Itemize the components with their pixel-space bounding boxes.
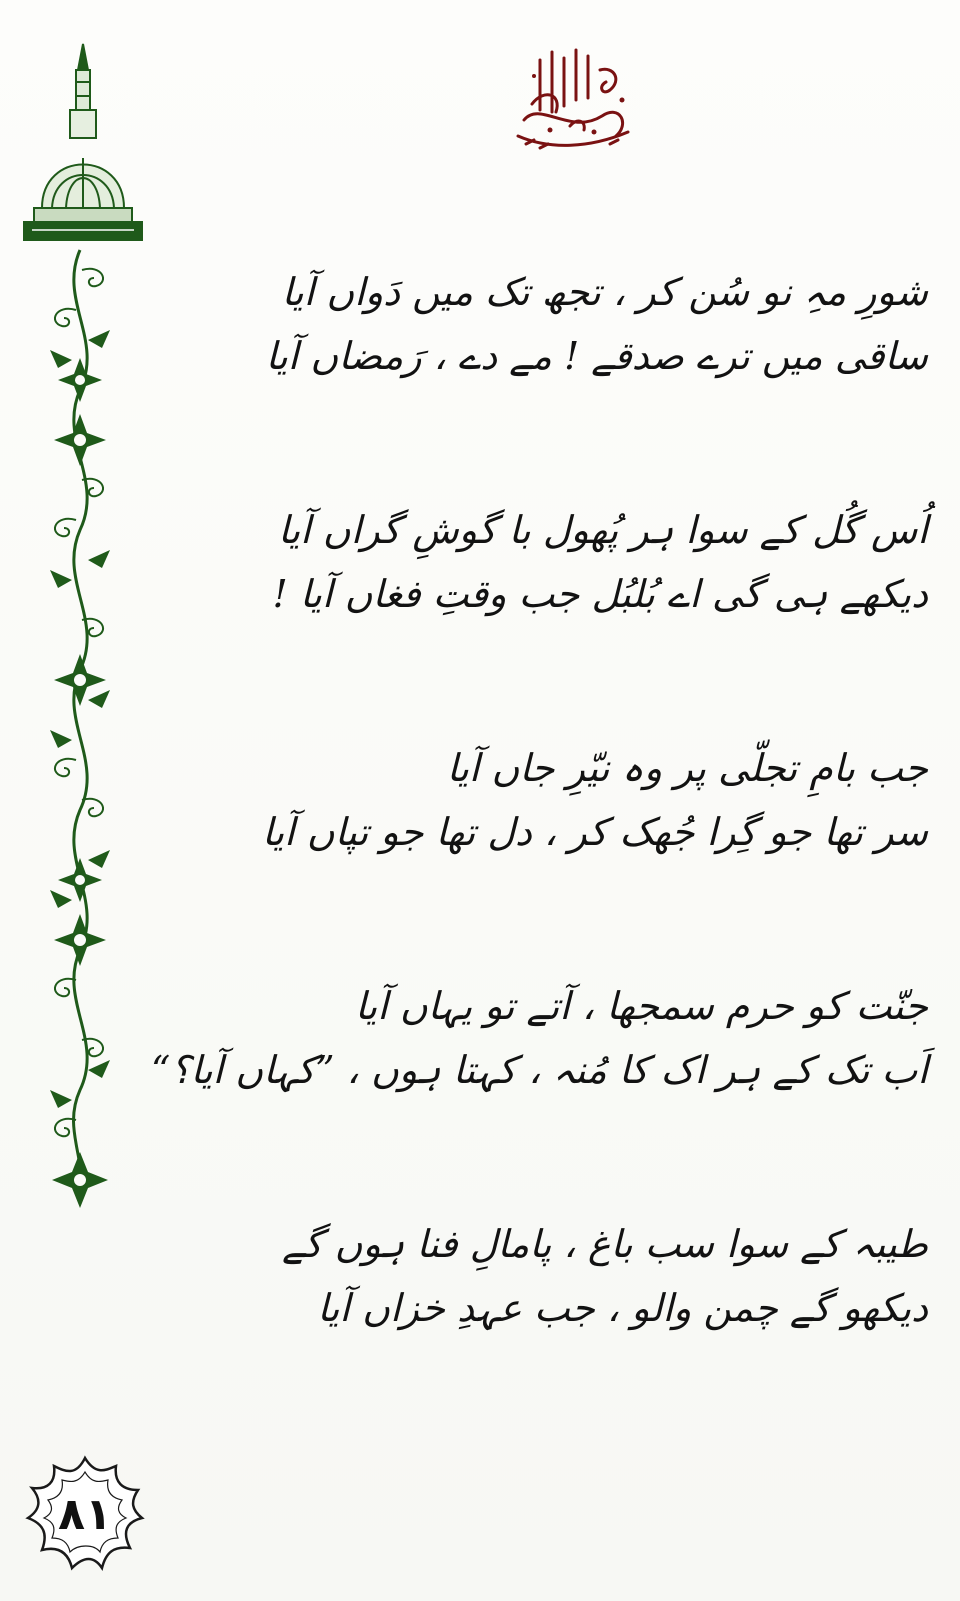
salawat-calligraphy-icon — [510, 40, 645, 158]
verse-line: اُس گُل کے سوا ہر پُھول با گوشِ گراں آیا — [278, 508, 928, 552]
stanza — [238, 1217, 928, 1335]
verse-line: سر تھا جو گِرا جُھک کر ، دل تھا جو تپاں آیا — [262, 810, 928, 854]
naat-poem — [150, 265, 928, 1345]
stanza — [238, 265, 928, 383]
stanza — [150, 979, 928, 1097]
verse-line: دیکھو گے چمن والو ، جب عہدِ خزاں آیا — [317, 1286, 928, 1330]
floral-vine-border — [18, 40, 148, 1240]
verse-line: ساقی میں ترے صدقے ! مے دے ، رَمضاں آیا — [265, 334, 928, 378]
stanza — [238, 503, 928, 621]
verse-line: شورِ مہِ نو سُن کر ، تجھ تک میں دَواں آیا — [281, 270, 928, 314]
verse-line: طیبہ کے سوا سب باغ ، پامالِ فنا ہوں گے — [282, 1222, 928, 1266]
verse-line: دیکھے ہی گی اے بُلبُل جب وقتِ فغاں آیا ! — [272, 572, 928, 616]
verse-line: جنّت کو حرم سمجھا ، آتے تو یہاں آیا — [355, 984, 928, 1028]
stanza — [238, 741, 928, 859]
page-number: ٨١ — [58, 1489, 112, 1540]
verse-line: جب بامِ تجلّی پر وہ نیّرِ جاں آیا — [446, 746, 928, 790]
green-dome-icon — [24, 44, 142, 240]
verse-line: اَب تک کے ہر اک کا مُنہ ، کہتا ہوں ، ”کہاں آیا؟“ — [150, 1048, 928, 1092]
